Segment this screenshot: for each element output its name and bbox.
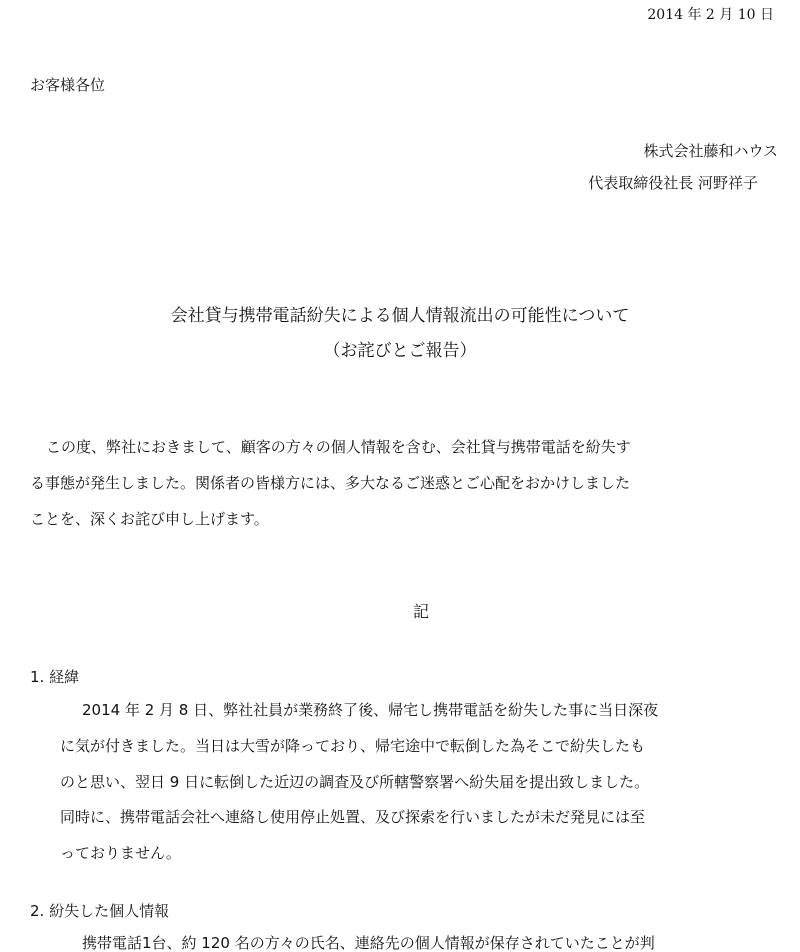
document-date: 2014 年 2 月 10 日 xyxy=(647,7,774,23)
section-heading: 2. 紛失した個人情報 xyxy=(30,902,170,920)
section-line: 同時に、携帯電話会社へ連絡し使用停止処置、及び探索を行いましたが未だ発見には至 xyxy=(60,808,646,826)
section-line: っておりません。 xyxy=(60,844,181,862)
intro-line: この度、弊社におきまして、顧客の方々の個人情報を含む、会社貸与携帯電話を紛失す xyxy=(46,438,631,456)
section-line: 2014 年 2 月 8 日、弊社社員が業務終了後、帰宅し携帯電話を紛失した事に当日深夜 xyxy=(82,701,659,719)
company-name: 株式会社藤和ハウス xyxy=(643,142,778,160)
intro-line: る事態が発生しました。関係者の皆様方には、多大なるご迷惑とご心配をおかけしました xyxy=(30,474,631,492)
document-subtitle: （お詫びとご報告） xyxy=(323,341,477,361)
representative-name: 代表取締役社長 河野祥子 xyxy=(588,174,758,192)
section-line: に気が付きました。当日は大雪が降っており、帰宅途中で転倒した為そこで紛失したも xyxy=(60,737,646,755)
salutation: お客様各位 xyxy=(30,76,106,94)
document-title: 会社貸与携帯電話紛失による個人情報流出の可能性について xyxy=(170,306,630,326)
section-line: のと思い、翌日 9 日に転倒した近辺の調査及び所轄警察署へ紛失届を提出致しました。 xyxy=(60,773,650,791)
section-heading: 1. 経緯 xyxy=(30,668,80,686)
intro-line: ことを、深くお詫び申し上げます。 xyxy=(30,510,269,528)
section-line: 携帯電話1台、約 120 名の方々の氏名、連絡先の個人情報が保存されていたことが判 xyxy=(82,934,655,952)
ki-marker: 記 xyxy=(413,602,430,621)
